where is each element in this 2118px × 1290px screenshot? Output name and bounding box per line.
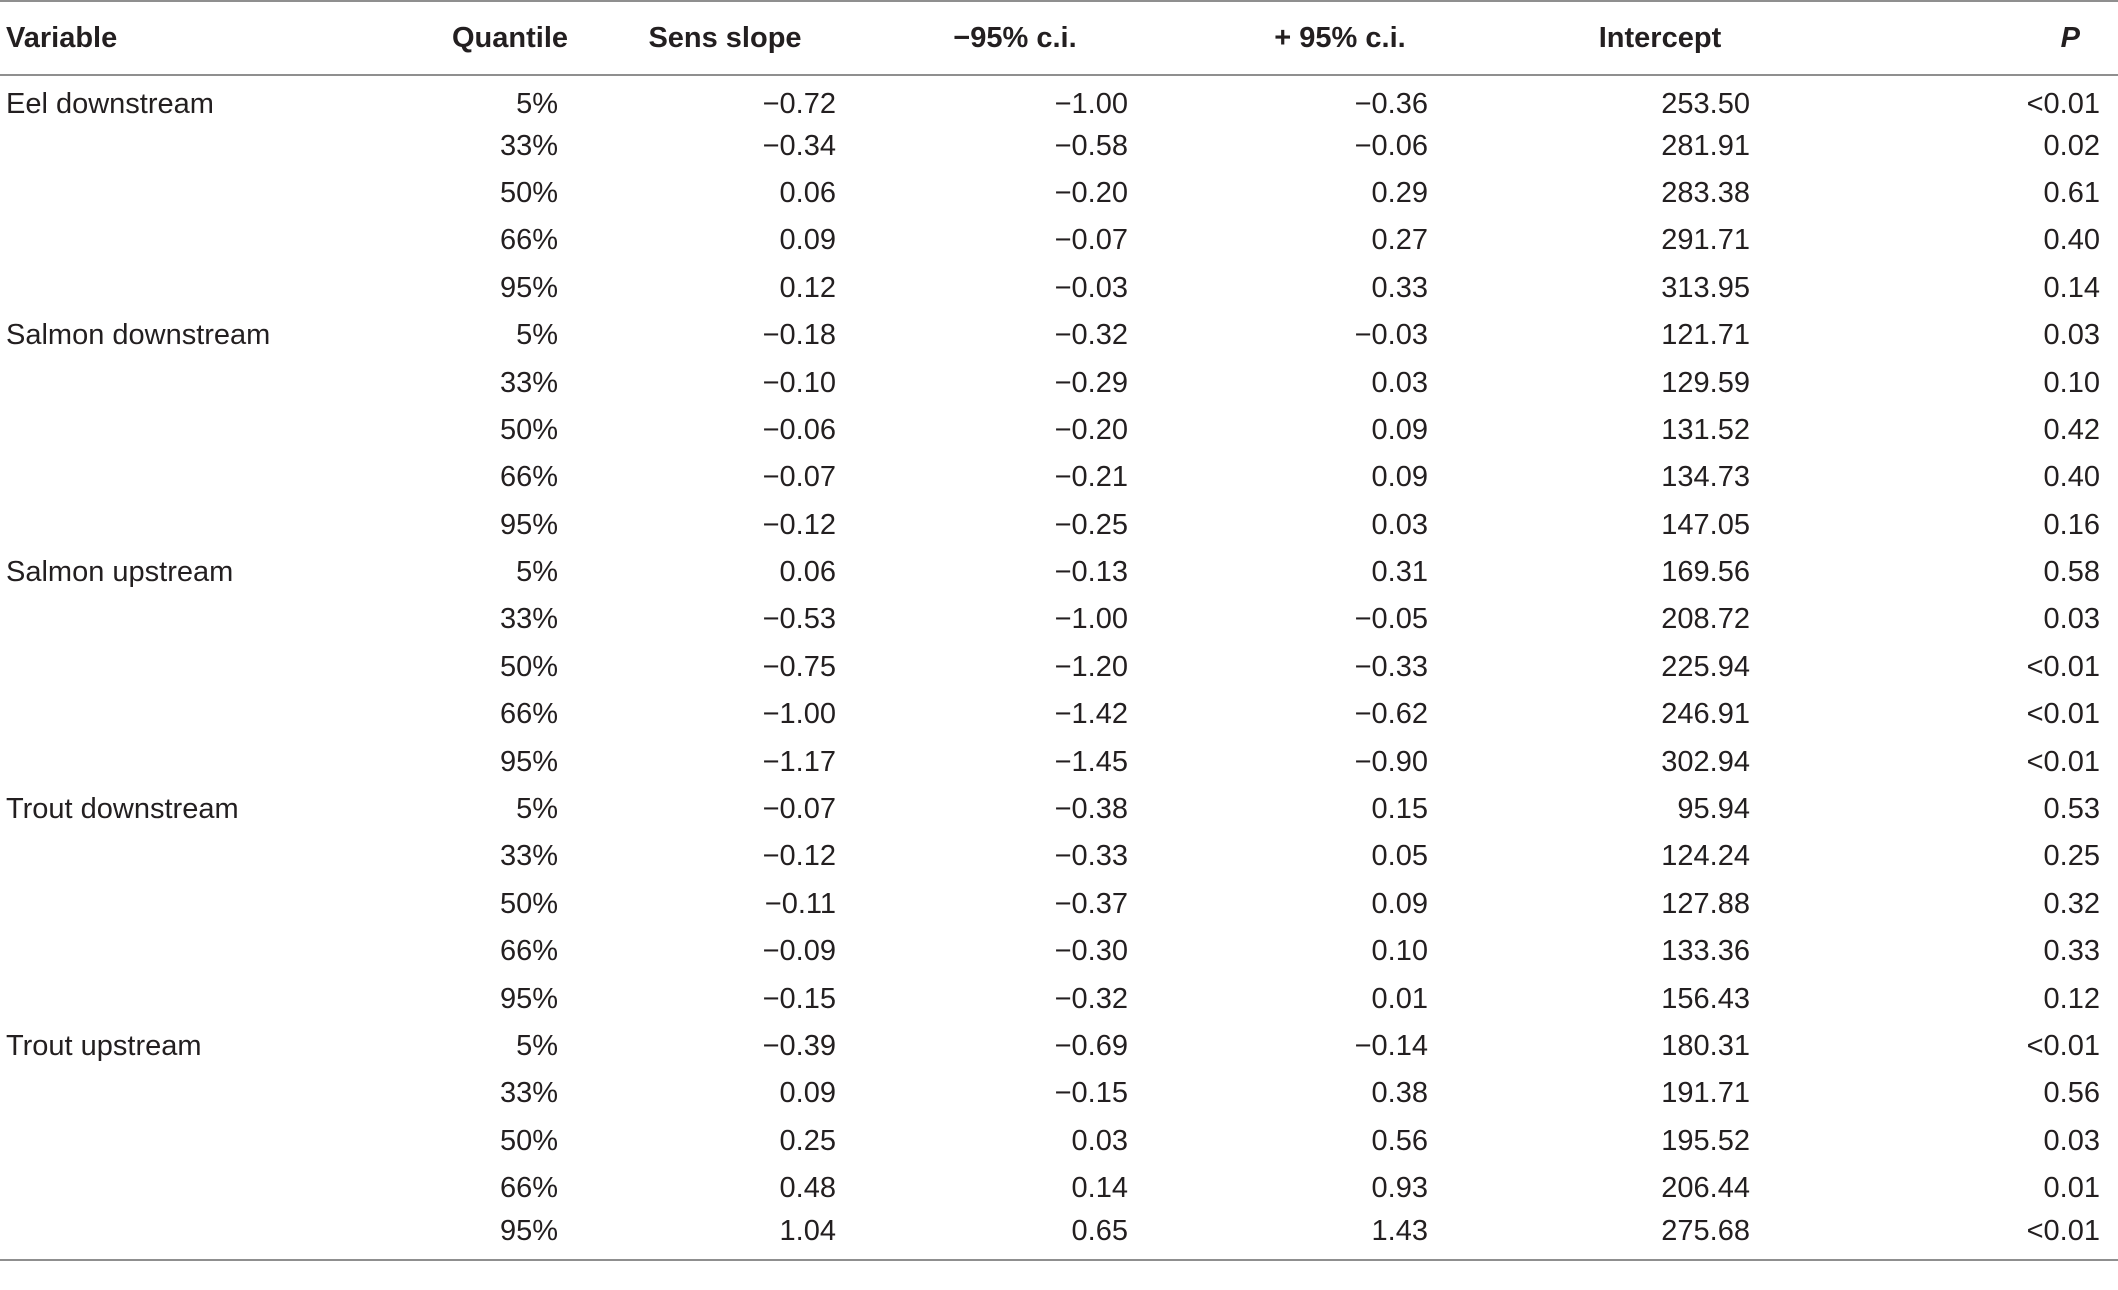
- cell-intercept: 191.71: [1661, 1077, 1750, 1110]
- cell-variable: [0, 833, 420, 880]
- cell-sens-slope: −0.15: [762, 982, 836, 1015]
- table-header: [0, 1, 2118, 75]
- cell-sens-slope: 0.48: [779, 1172, 836, 1205]
- cell-quantile: 50%: [499, 650, 558, 683]
- cell-p-value: 0.12: [2043, 982, 2100, 1015]
- cell-intercept: 302.94: [1661, 745, 1750, 778]
- header-sens-slope: Sens slope: [600, 1, 850, 75]
- cell-sens-slope: −0.10: [762, 366, 836, 399]
- cell-ci-high: 0.93: [1371, 1172, 1428, 1205]
- cell-p-value: 0.61: [2043, 176, 2100, 209]
- cell-ci-high: −0.62: [1354, 698, 1428, 731]
- cell-ci-low: −0.15: [1054, 1077, 1128, 1110]
- cell-quantile: 5%: [516, 87, 558, 120]
- cell-ci-low: −0.20: [1054, 176, 1128, 209]
- cell-ci-low: −0.32: [1054, 982, 1128, 1015]
- cell-sens-slope: −1.00: [762, 698, 836, 731]
- cell-intercept: 180.31: [1661, 1030, 1750, 1062]
- cell-intercept: 131.52: [1661, 413, 1750, 446]
- cell-intercept: 95.94: [1677, 793, 1750, 826]
- cell-ci-high: 0.33: [1371, 271, 1428, 304]
- cell-quantile: 33%: [499, 1077, 558, 1110]
- cell-variable: [0, 738, 420, 785]
- cell-quantile: 95%: [499, 982, 558, 1015]
- cell-intercept: 275.68: [1500, 1212, 1820, 1259]
- cell-ci-high: 0.03: [1371, 366, 1428, 399]
- cell-ci-high: 0.38: [1371, 1077, 1428, 1110]
- cell-sens-slope: −0.07: [762, 461, 836, 494]
- cell-p-value: 0.10: [2043, 366, 2100, 399]
- table-row: [0, 738, 2118, 785]
- table-row: [0, 1212, 2118, 1259]
- cell-intercept: 246.91: [1661, 698, 1750, 731]
- cell-sens-slope: 0.12: [779, 271, 836, 304]
- table-row: [0, 217, 2118, 264]
- cell-variable: [0, 359, 420, 406]
- cell-intercept: 127.88: [1661, 887, 1750, 920]
- cell-variable: [0, 1118, 420, 1165]
- cell-ci-high: 0.01: [1371, 982, 1428, 1015]
- cell-ci-high: 0.15: [1371, 793, 1428, 826]
- cell-quantile: 50%: [499, 176, 558, 209]
- cell-ci-low: −0.37: [1054, 887, 1128, 920]
- header-intercept: Intercept: [1500, 1, 1820, 75]
- cell-intercept: 283.38: [1661, 176, 1750, 209]
- cell-variable: [0, 407, 420, 454]
- cell-p-value: 0.40: [2043, 461, 2100, 494]
- table-row: [0, 454, 2118, 501]
- cell-sens-slope: −0.12: [762, 508, 836, 541]
- table-row: [0, 549, 2118, 596]
- table-row: [0, 881, 2118, 928]
- cell-ci-high: −0.03: [1354, 319, 1428, 352]
- cell-quantile: 33%: [499, 366, 558, 399]
- cell-intercept: 133.36: [1661, 935, 1750, 968]
- cell-p-value: 0.58: [2043, 556, 2100, 589]
- cell-variable: [0, 502, 420, 549]
- cell-intercept: 195.52: [1661, 1124, 1750, 1157]
- header-row: [0, 1, 2118, 75]
- cell-ci-high: 0.29: [1371, 176, 1428, 209]
- cell-p-value: 0.40: [2043, 224, 2100, 257]
- cell-quantile: 50%: [499, 413, 558, 446]
- table-row: [0, 502, 2118, 549]
- cell-p-value: <0.01: [2026, 698, 2100, 731]
- cell-variable: Eel downstream: [6, 87, 214, 120]
- cell-variable: [0, 928, 420, 975]
- cell-p-value: 0.14: [2043, 271, 2100, 304]
- table-body: [0, 75, 2118, 1260]
- cell-sens-slope: −0.39: [762, 1030, 836, 1062]
- cell-intercept: 281.91: [1661, 129, 1750, 162]
- table-row: [0, 975, 2118, 1022]
- cell-p-value: <0.01: [1820, 1212, 2118, 1259]
- cell-quantile: 95%: [499, 508, 558, 541]
- cell-variable: Salmon upstream: [6, 556, 234, 589]
- cell-p-value: 0.16: [2043, 508, 2100, 541]
- cell-p-value: 0.32: [2043, 887, 2100, 920]
- cell-p-value: 0.42: [2043, 413, 2100, 446]
- cell-intercept: 225.94: [1661, 650, 1750, 683]
- table-row: [0, 1023, 2118, 1070]
- cell-quantile: 33%: [499, 840, 558, 873]
- cell-ci-low: −0.30: [1054, 935, 1128, 968]
- cell-quantile: 33%: [499, 603, 558, 636]
- cell-ci-high: −0.36: [1354, 87, 1428, 120]
- cell-p-value: <0.01: [2026, 87, 2100, 120]
- cell-sens-slope: −1.17: [762, 745, 836, 778]
- cell-intercept: 208.72: [1661, 603, 1750, 636]
- cell-intercept: 206.44: [1661, 1172, 1750, 1205]
- cell-ci-high: −0.06: [1354, 129, 1428, 162]
- cell-quantile: 66%: [499, 698, 558, 731]
- cell-ci-high: 0.10: [1371, 935, 1428, 968]
- header-variable: Variable: [0, 1, 420, 75]
- cell-variable: [0, 881, 420, 928]
- cell-ci-high: 0.56: [1371, 1124, 1428, 1157]
- cell-variable: [0, 1212, 420, 1259]
- cell-ci-high: 0.31: [1371, 556, 1428, 589]
- cell-intercept: 313.95: [1661, 271, 1750, 304]
- cell-ci-high: −0.14: [1354, 1030, 1428, 1062]
- cell-quantile: 50%: [499, 887, 558, 920]
- table-row: [0, 833, 2118, 880]
- cell-p-value: 0.03: [2043, 319, 2100, 352]
- cell-variable: Salmon downstream: [6, 319, 271, 352]
- table-row: [0, 359, 2118, 406]
- cell-variable: [0, 170, 420, 217]
- cell-p-value: 0.03: [2043, 603, 2100, 636]
- cell-ci-high: 0.05: [1371, 840, 1428, 873]
- cell-ci-high: −0.90: [1354, 745, 1428, 778]
- cell-ci-low: 0.03: [1071, 1124, 1128, 1157]
- cell-p-value: 0.56: [2043, 1077, 2100, 1110]
- cell-ci-low: −0.13: [1054, 556, 1128, 589]
- cell-sens-slope: 0.06: [779, 556, 836, 589]
- cell-intercept: 121.71: [1661, 319, 1750, 352]
- cell-quantile: 95%: [420, 1212, 600, 1259]
- cell-ci-low: −0.21: [1054, 461, 1128, 494]
- cell-ci-low: −0.07: [1054, 224, 1128, 257]
- cell-sens-slope: −0.53: [762, 603, 836, 636]
- cell-p-value: 0.03: [2043, 1124, 2100, 1157]
- cell-intercept: 124.24: [1661, 840, 1750, 873]
- cell-ci-low: −1.45: [1054, 745, 1128, 778]
- cell-quantile: 66%: [499, 224, 558, 257]
- table-row: [0, 928, 2118, 975]
- cell-intercept: 253.50: [1661, 87, 1750, 120]
- cell-intercept: 147.05: [1661, 508, 1750, 541]
- cell-quantile: 5%: [516, 793, 558, 826]
- cell-ci-low: −0.58: [1054, 129, 1128, 162]
- table-row: [0, 75, 2118, 122]
- cell-sens-slope: 0.09: [779, 1077, 836, 1110]
- cell-ci-low: −1.42: [1054, 698, 1128, 731]
- cell-variable: [0, 644, 420, 691]
- cell-sens-slope: −0.75: [762, 650, 836, 683]
- table-row: [0, 786, 2118, 833]
- cell-sens-slope: 0.09: [779, 224, 836, 257]
- header-ci-high: + 95% c.i.: [1180, 1, 1500, 75]
- cell-p-value: <0.01: [2026, 745, 2100, 778]
- table-row: [0, 312, 2118, 359]
- cell-quantile: 95%: [499, 745, 558, 778]
- cell-p-value: <0.01: [2026, 650, 2100, 683]
- cell-sens-slope: −0.11: [764, 887, 836, 920]
- cell-p-value: 0.33: [2043, 935, 2100, 968]
- table-row: [0, 1118, 2118, 1165]
- cell-ci-low: −1.00: [1054, 87, 1128, 120]
- cell-p-value: 0.25: [2043, 840, 2100, 873]
- cell-p-value: 0.02: [2043, 129, 2100, 162]
- cell-quantile: 50%: [499, 1124, 558, 1157]
- cell-ci-low: −0.33: [1054, 840, 1128, 873]
- cell-ci-low: −0.32: [1054, 319, 1128, 352]
- cell-p-value: 0.01: [2043, 1172, 2100, 1205]
- header-quantile: Quantile: [420, 1, 600, 75]
- cell-ci-high: −0.33: [1354, 650, 1428, 683]
- table-row: [0, 1070, 2118, 1117]
- table-row: [0, 170, 2118, 217]
- cell-ci-high: 0.09: [1371, 413, 1428, 446]
- cell-variable: [0, 1070, 420, 1117]
- cell-quantile: 5%: [516, 1030, 558, 1062]
- cell-sens-slope: −0.34: [762, 129, 836, 162]
- cell-variable: [0, 975, 420, 1022]
- cell-sens-slope: 1.04: [600, 1212, 850, 1259]
- cell-quantile: 66%: [499, 935, 558, 968]
- cell-p-value: 0.53: [2043, 793, 2100, 826]
- cell-ci-low: −0.03: [1054, 271, 1128, 304]
- cell-variable: [0, 691, 420, 738]
- cell-ci-low: 0.65: [850, 1212, 1180, 1259]
- cell-quantile: 66%: [499, 461, 558, 494]
- cell-variable: [0, 217, 420, 264]
- cell-sens-slope: −0.18: [762, 319, 836, 352]
- cell-ci-low: −1.00: [1054, 603, 1128, 636]
- table-row: [0, 596, 2118, 643]
- cell-ci-low: −0.29: [1054, 366, 1128, 399]
- cell-ci-high: 0.09: [1371, 461, 1428, 494]
- cell-ci-high: −0.05: [1354, 603, 1428, 636]
- cell-ci-low: −0.38: [1054, 793, 1128, 826]
- cell-variable: Trout downstream: [6, 793, 239, 826]
- cell-ci-low: −0.69: [1054, 1030, 1128, 1062]
- cell-sens-slope: −0.07: [762, 793, 836, 826]
- cell-sens-slope: 0.25: [779, 1124, 836, 1157]
- cell-sens-slope: −0.12: [762, 840, 836, 873]
- cell-quantile: 66%: [499, 1172, 558, 1205]
- cell-sens-slope: 0.06: [779, 176, 836, 209]
- cell-ci-high: 0.09: [1371, 887, 1428, 920]
- table-row: [0, 265, 2118, 312]
- cell-ci-low: 0.14: [1071, 1172, 1128, 1205]
- cell-intercept: 134.73: [1661, 461, 1750, 494]
- cell-sens-slope: −0.72: [762, 87, 836, 120]
- cell-variable: [0, 454, 420, 501]
- table-row: [0, 644, 2118, 691]
- header-p: P: [1820, 1, 2118, 75]
- table-row: [0, 122, 2118, 169]
- cell-quantile: 33%: [499, 129, 558, 162]
- cell-quantile: 5%: [516, 319, 558, 352]
- cell-sens-slope: −0.06: [762, 413, 836, 446]
- table-row: [0, 1165, 2118, 1212]
- cell-ci-low: −1.20: [1054, 650, 1128, 683]
- cell-variable: [0, 265, 420, 312]
- cell-ci-low: −0.20: [1054, 413, 1128, 446]
- cell-p-value: <0.01: [2026, 1030, 2100, 1062]
- cell-intercept: 169.56: [1661, 556, 1750, 589]
- cell-variable: Trout upstream: [6, 1030, 202, 1062]
- cell-variable: [0, 596, 420, 643]
- cell-intercept: 129.59: [1661, 366, 1750, 399]
- cell-intercept: 156.43: [1661, 982, 1750, 1015]
- cell-ci-high: 1.43: [1180, 1212, 1500, 1259]
- table-row: [0, 691, 2118, 738]
- cell-quantile: 95%: [499, 271, 558, 304]
- cell-ci-high: 0.27: [1371, 224, 1428, 257]
- header-ci-low: −95% c.i.: [850, 1, 1180, 75]
- cell-ci-high: 0.03: [1371, 508, 1428, 541]
- cell-variable: [0, 122, 420, 169]
- cell-ci-low: −0.25: [1054, 508, 1128, 541]
- cell-quantile: 5%: [516, 556, 558, 589]
- cell-variable: [0, 1165, 420, 1212]
- cell-sens-slope: −0.09: [762, 935, 836, 968]
- cell-intercept: 291.71: [1661, 224, 1750, 257]
- table-row: [0, 407, 2118, 454]
